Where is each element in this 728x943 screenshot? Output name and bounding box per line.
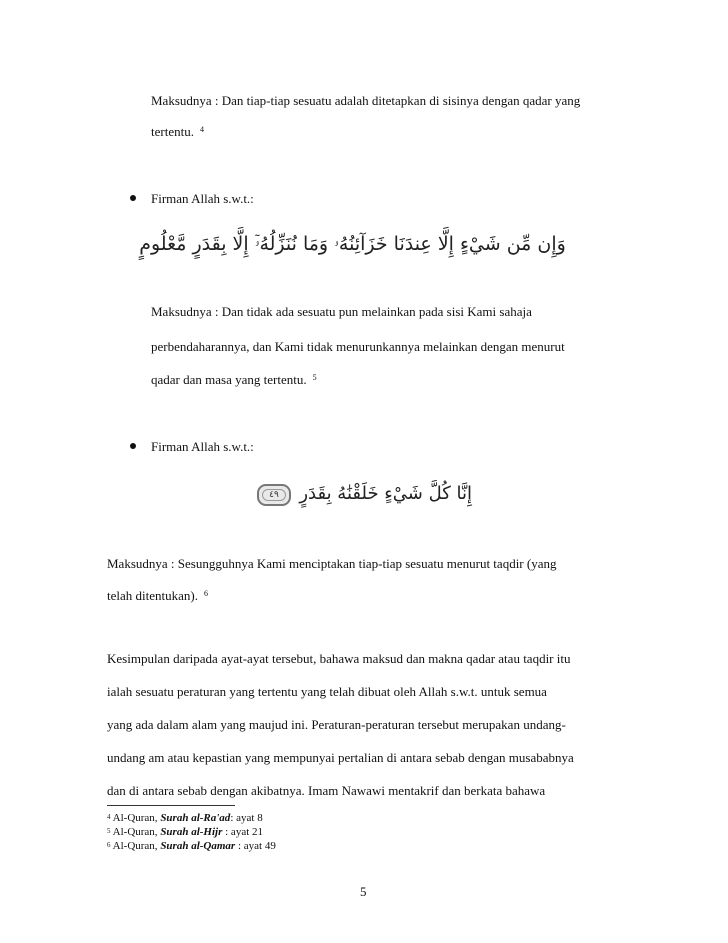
footnote-prefix: Al-Quran, xyxy=(112,812,158,824)
footnote-divider xyxy=(107,805,235,806)
footnote-prefix: Al-Quran, xyxy=(112,826,158,838)
footnote-prefix: Al-Quran, xyxy=(112,840,158,852)
maksud-3-line-2-text: telah ditentukan). xyxy=(107,588,198,603)
footnote-num: 6 xyxy=(107,841,111,849)
quran-verse-al-qamar-49: إِنَّا كُلَّ شَيْءٍ خَلَقْنَٰهُ بِقَدَرٍ xyxy=(299,483,472,504)
bullet-2-label: Firman Allah s.w.t.: xyxy=(151,439,254,454)
maksud-2-line-1: Maksudnya : Dan tidak ada sesuatu pun melainkan pada sisi Kami sahaja xyxy=(151,304,532,319)
footnote-5 xyxy=(107,826,263,839)
footnote-4 xyxy=(107,812,263,825)
paragraph-line-1: Kesimpulan daripada ayat-ayat tersebut, bahawa maksud dan makna qadar atau taqdir itu xyxy=(107,651,571,666)
maksud-2-line-3 xyxy=(151,372,317,388)
footnote-suffix: : ayat 49 xyxy=(235,840,276,852)
maksud-1-line-1-text: Maksudnya : Dan tiap-tiap sesuatu adalah ditetapkan di sisinya dengan qadar yang xyxy=(151,93,581,108)
bullet-icon xyxy=(130,195,136,201)
maksud-2-line-3-text: qadar dan masa yang tertentu. xyxy=(151,372,307,387)
footnote-6 xyxy=(107,840,276,853)
maksud-3-line-2 xyxy=(107,588,208,604)
bullet-1-label: Firman Allah s.w.t.: xyxy=(151,191,254,206)
paragraph-line-3: yang ada dalam alam yang maujud ini. Peraturan-peraturan tersebut merupakan undang- xyxy=(107,717,566,732)
ayah-number-icon xyxy=(257,484,291,506)
maksud-2-line-2: perbendaharannya, dan Kami tidak menurunkannya melainkan dengan menurut xyxy=(151,339,565,354)
maksud-1-line-1 xyxy=(151,93,580,109)
footnote-surah: Surah al-Ra'ad xyxy=(160,812,231,824)
footnote-ref-4: 4 xyxy=(199,125,204,134)
footnote-num: 5 xyxy=(107,827,111,835)
paragraph-line-4: undang am atau kepastian yang mempunyai pertalian di antara sebab dengan musababnya xyxy=(107,750,574,765)
footnote-suffix: : ayat 8 xyxy=(230,812,263,824)
maksud-1-line-2-text: tertentu. xyxy=(151,124,194,139)
page-number: 5 xyxy=(360,884,367,899)
paragraph-line-2: ialah sesuatu peraturan yang tertentu yang telah dibuat oleh Allah s.w.t. untuk semua xyxy=(107,684,547,699)
quran-verse-al-hijr-21: وَإِن مِّن شَيْءٍ إِلَّا عِندَنَا خَزَآئِنُهُۥ وَمَا نُنَزِّلُهُۥٓ إِلَّا بِقَدَرٍ مَّعْلُومٍ xyxy=(139,233,566,255)
paragraph-line-5: dan di antara sebab dengan akibatnya. Imam Nawawi mentakrif dan berkata bahawa xyxy=(107,783,546,798)
footnote-suffix: : ayat 21 xyxy=(222,826,264,838)
footnote-num: 4 xyxy=(107,813,111,821)
footnote-surah: Surah al-Qamar xyxy=(160,840,236,852)
ayah-number: ٤٩ xyxy=(269,490,279,500)
footnote-ref-5: 5 xyxy=(312,373,317,382)
maksud-1-line-2 xyxy=(151,124,204,140)
maksud-3-line-1: Maksudnya : Sesungguhnya Kami menciptakan tiap-tiap sesuatu menurut taqdir (yang xyxy=(107,556,557,571)
footnote-surah: Surah al-Hijr xyxy=(160,826,223,838)
footnote-ref-6: 6 xyxy=(203,589,208,598)
bullet-icon xyxy=(130,443,136,449)
